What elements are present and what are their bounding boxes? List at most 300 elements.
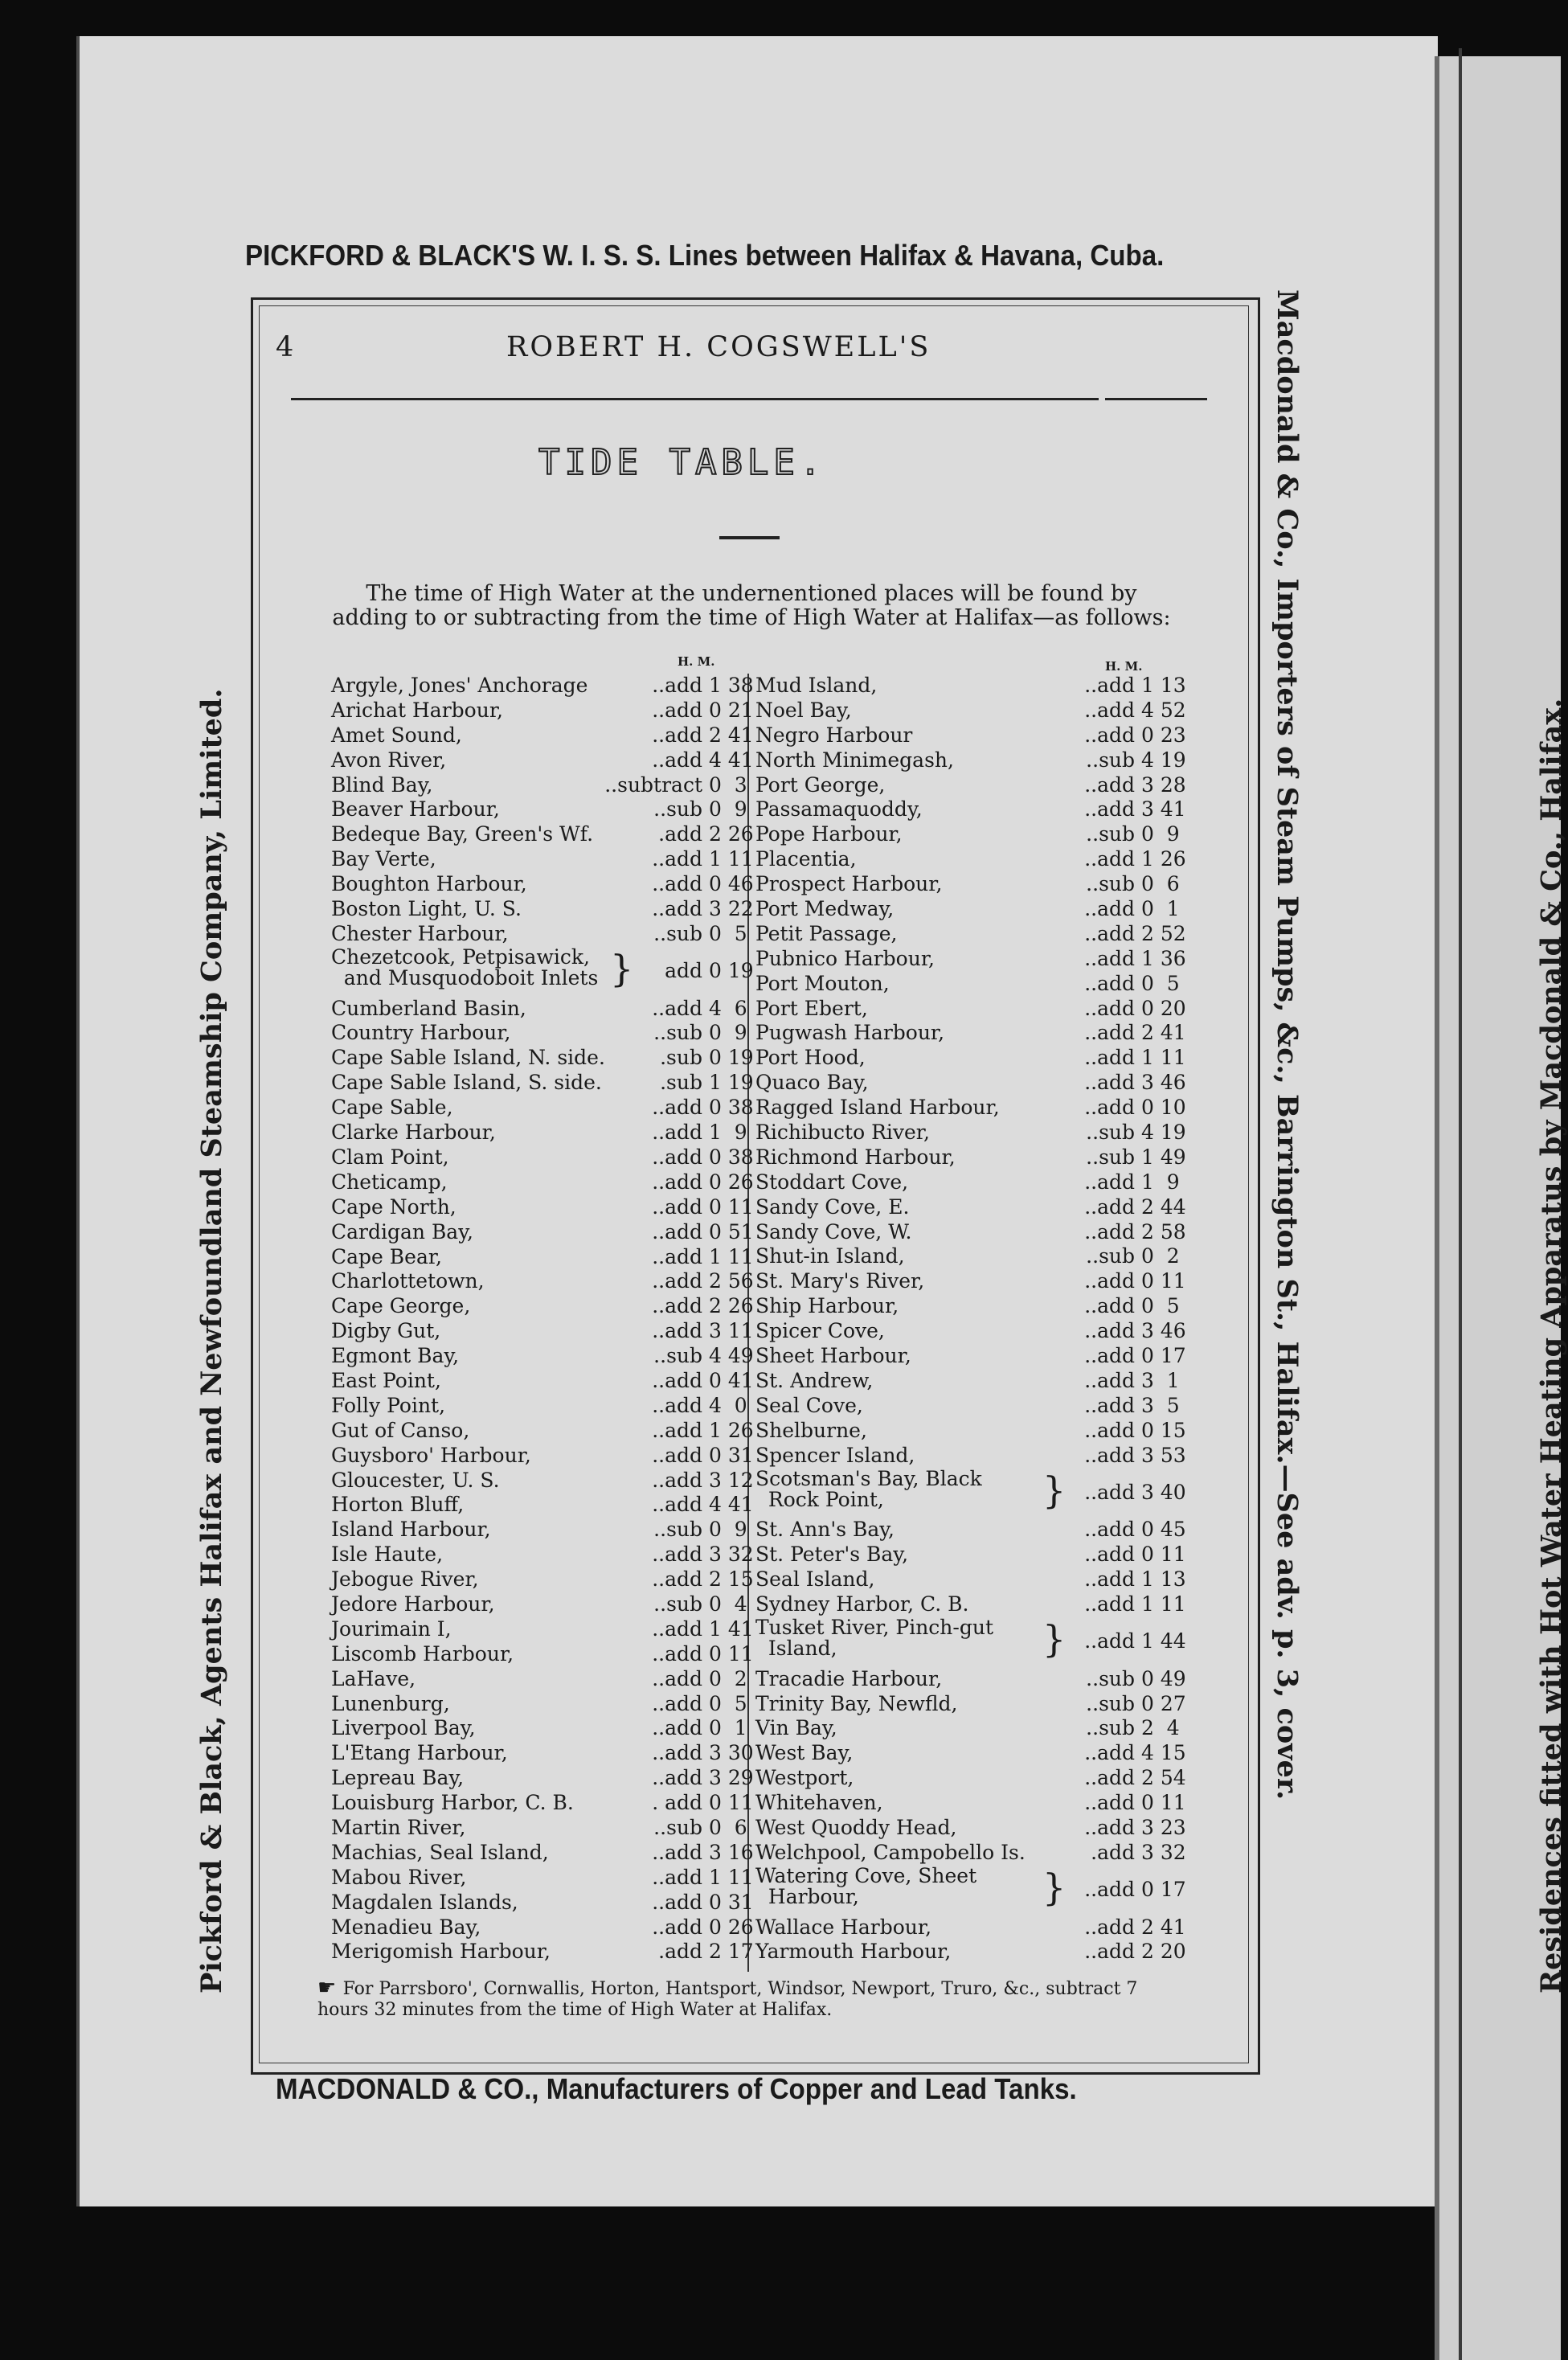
place-name: Gut of Canso, (331, 1418, 470, 1442)
operation: ..add (1084, 1741, 1135, 1765)
place-name: LaHave, (331, 1666, 416, 1690)
left-column (331, 674, 754, 1965)
hours-minutes: 0 21 (709, 698, 754, 722)
place-name: Amet Sound, (331, 723, 462, 747)
hours-minutes: 0 19 (709, 958, 754, 982)
right-column-header: H. M. (1105, 659, 1143, 674)
place-name: Whitehaven, (755, 1791, 883, 1815)
place-name: Cape Sable, (331, 1096, 453, 1120)
hours-minutes: 2 26 (709, 1294, 754, 1318)
operation: ..add (652, 1443, 702, 1467)
table-row (331, 1194, 754, 1220)
hours-minutes: 3 11 (709, 1319, 754, 1343)
place-name: Seal Island, (755, 1567, 875, 1592)
operation: ..add (1084, 1393, 1135, 1417)
place-name: L'Etang Harbour, (331, 1741, 508, 1765)
operation: ..sub (1086, 1666, 1135, 1690)
table-row (755, 772, 1186, 798)
operation: ..add (652, 1616, 702, 1641)
left-margin-advert: Pickford & Black, Agents Halifax and Newfoundland Steamship Company, Limited. (195, 688, 228, 1993)
hours-minutes: 0 17 (1141, 1344, 1186, 1368)
hours-minutes: 0 6 (1141, 872, 1180, 896)
table-row (331, 1096, 754, 1121)
place-name: Merigomish Harbour, (331, 1940, 551, 1964)
place-name: Westport, (755, 1766, 854, 1790)
operation: ..add (1084, 1480, 1135, 1504)
table-row (755, 971, 1180, 997)
operation: add (665, 958, 702, 982)
operation: ..add (1084, 1194, 1135, 1219)
operation: ..add (1084, 1443, 1135, 1467)
place-name: Shut-in Island, (755, 1244, 905, 1268)
table-row (331, 944, 754, 997)
table-row (331, 1641, 754, 1667)
table-row (755, 1816, 1186, 1841)
hours-minutes: 3 22 (709, 897, 754, 921)
operation: ..add (652, 996, 702, 1020)
operation: .add (1091, 1840, 1135, 1864)
hours-minutes: 4 15 (1141, 1741, 1186, 1765)
hours-minutes: 4 41 (709, 1493, 754, 1517)
operation: ..add (652, 1840, 702, 1864)
operation: ..add (652, 1269, 702, 1293)
table-row (331, 1443, 754, 1469)
hours-minutes: 0 2 (709, 1666, 747, 1690)
operation: ..add (1084, 1319, 1135, 1343)
table-row (331, 723, 754, 748)
hours-minutes: 3 29 (709, 1766, 754, 1790)
table-row (755, 1716, 1180, 1741)
operation: ..add (652, 1145, 702, 1169)
operation: ..sub (1086, 1691, 1135, 1715)
operation: ..add (652, 897, 702, 921)
hours-minutes: 0 23 (1141, 723, 1186, 747)
table-row (331, 1592, 749, 1617)
hours-minutes: 2 15 (709, 1567, 754, 1592)
hours-minutes: 1 11 (1141, 1046, 1186, 1070)
operation: ..sub (653, 1021, 702, 1045)
place-name: Chezetcook, Petpisawick, and Musquodoboit Inlets (331, 944, 599, 989)
hours-minutes: 1 11 (709, 1244, 754, 1268)
operation: ..add (1084, 921, 1135, 945)
operation: ..add (652, 1915, 702, 1939)
place-name: Port George, (755, 772, 886, 797)
footer-banner: MACDONALD & CO., Manufacturers of Copper and Lead Tanks. (276, 2072, 1077, 2105)
operation: ..add (652, 723, 702, 747)
operation: ..add (652, 1319, 702, 1343)
hours-minutes: 0 26 (709, 1915, 754, 1939)
place-name: St. Peter's Bay, (755, 1543, 909, 1567)
operation: ..add (652, 1766, 702, 1790)
place-name: Yarmouth Harbour, (755, 1940, 952, 1964)
place-name-continued: Harbour, (755, 1884, 859, 1908)
hours-minutes: 3 46 (1141, 1319, 1186, 1343)
place-name: Port Ebert, (755, 996, 868, 1020)
hours-minutes: 4 19 (1141, 1121, 1186, 1145)
operation: ..add (1084, 1344, 1135, 1368)
operation: ..add (652, 1219, 702, 1244)
table-row (755, 1269, 1186, 1294)
hours-minutes: 0 11 (709, 1641, 754, 1666)
table-row (331, 847, 754, 872)
operation: ..add (1084, 1543, 1135, 1567)
hours-minutes: 4 41 (709, 748, 754, 772)
table-row (331, 1368, 754, 1394)
table-row (755, 897, 1180, 922)
place-name: Richmond Harbour, (755, 1145, 956, 1169)
hours-minutes: 1 41 (709, 1616, 754, 1641)
table-row (755, 723, 1186, 748)
operation: ..add (652, 1543, 702, 1567)
hours-minutes: 4 52 (1141, 698, 1186, 722)
place-name: Cape North, (331, 1194, 456, 1219)
place-name: Richibucto River, (755, 1121, 930, 1145)
place-name: Island Harbour, (331, 1518, 491, 1542)
table-row (755, 1071, 1186, 1096)
hours-minutes: 1 26 (1141, 847, 1186, 871)
table-row (755, 946, 1186, 972)
table-row (755, 1791, 1186, 1816)
header-rule (291, 398, 1099, 400)
hours-minutes: 1 9 (1141, 1170, 1180, 1194)
operation: ..add (652, 1468, 702, 1492)
hours-minutes: 0 15 (1141, 1418, 1186, 1442)
place-name: Shelburne, (755, 1418, 867, 1442)
place-name: Sandy Cove, W. (755, 1219, 912, 1244)
hours-minutes: 0 26 (709, 1170, 754, 1194)
place-name: Arichat Harbour, (331, 698, 503, 722)
hours-minutes: 0 20 (1141, 996, 1186, 1020)
table-row (755, 1244, 1180, 1269)
place-name-continued: Rock Point, (755, 1487, 884, 1511)
table-row (331, 674, 754, 699)
place-name: Liscomb Harbour, (331, 1641, 514, 1666)
table-row (331, 1543, 754, 1567)
place-name: St. Mary's River, (755, 1269, 925, 1293)
operation: ..sub (653, 1592, 702, 1616)
hours-minutes: 0 11 (1141, 1543, 1186, 1567)
place-name: Menadieu Bay, (331, 1915, 481, 1939)
table-row (331, 1840, 754, 1866)
operation: ..add (652, 1244, 702, 1268)
operation: ..sub (1086, 1121, 1135, 1145)
place-name: Avon River, (331, 748, 447, 772)
hours-minutes: 0 9 (709, 1021, 747, 1045)
table-row (755, 1219, 1186, 1245)
table-row (755, 1443, 1186, 1469)
hours-minutes: 0 19 (709, 1046, 754, 1070)
table-row (755, 822, 1180, 847)
operation: ..add (1084, 971, 1135, 995)
operation: .sub (660, 1071, 702, 1095)
hours-minutes: 2 58 (1141, 1219, 1186, 1244)
hours-minutes: 3 12 (709, 1468, 754, 1492)
operation: ..add (1084, 1046, 1135, 1070)
place-name: Trinity Bay, Newfld, (755, 1691, 958, 1715)
place-name-continued: and Musquodoboit Inlets (331, 965, 599, 989)
hours-minutes: 1 9 (709, 1121, 747, 1145)
place-name-continued: Island, (755, 1636, 837, 1660)
table-row (331, 1865, 754, 1891)
hours-minutes: 0 38 (709, 1096, 754, 1120)
hours-minutes: 0 45 (1141, 1518, 1186, 1542)
page-number: 4 (276, 331, 294, 363)
hours-minutes: 3 53 (1141, 1443, 1186, 1467)
table-row (755, 1466, 1186, 1518)
hours-minutes: 2 17 (709, 1940, 754, 1964)
place-name: Port Mouton, (755, 971, 890, 995)
hours-minutes: 0 1 (709, 1716, 747, 1740)
operation: ..add (1084, 1915, 1135, 1939)
table-row (755, 872, 1180, 897)
table-row (331, 1791, 754, 1816)
operation: ..add (652, 1170, 702, 1194)
place-name: Sheet Harbour, (755, 1344, 911, 1368)
hours-minutes: 3 28 (1141, 772, 1186, 797)
hours-minutes: 2 20 (1141, 1940, 1186, 1964)
table-row (331, 1269, 754, 1294)
operation: ..add (1084, 1269, 1135, 1293)
hours-minutes: 0 11 (1141, 1269, 1186, 1293)
table-row (331, 1294, 754, 1319)
hours-minutes: 3 5 (1141, 1393, 1180, 1417)
right-margin-advert: Macdonald & Co., Importers of Steam Pumps, &c., Barrington St., Halifax.—See adv. p. 3, cover. (1271, 289, 1304, 1801)
operation: ..add (1084, 1219, 1135, 1244)
operation: ..add (652, 1716, 702, 1740)
table-row (755, 1863, 1186, 1915)
place-name: Ragged Island Harbour, (755, 1096, 1000, 1120)
hours-minutes: 4 6 (709, 996, 747, 1020)
place-name: Argyle, Jones' Anchorage (331, 674, 588, 697)
operation: ..sub (653, 1518, 702, 1542)
hours-minutes: 0 9 (709, 797, 747, 821)
table-row (755, 1543, 1186, 1567)
table-row (755, 996, 1186, 1022)
operation: ..sub (1086, 1716, 1135, 1740)
table-row (755, 674, 1186, 699)
table-row (755, 1567, 1186, 1592)
place-name: Gloucester, U. S. (331, 1468, 500, 1492)
operation: ..subtract (604, 772, 702, 797)
operation: ..sub (1086, 1244, 1135, 1268)
hours-minutes: 0 38 (709, 1145, 754, 1169)
header-rule-short (1105, 398, 1207, 400)
place-name: Beaver Harbour, (331, 797, 500, 821)
place-name: Boughton Harbour, (331, 872, 527, 896)
place-name: Mabou River, (331, 1865, 467, 1889)
place-name: Watering Cove, Sheet Harbour, (755, 1863, 977, 1908)
table-row (755, 698, 1186, 723)
table-row (331, 1244, 754, 1270)
operation: ..add (652, 1493, 702, 1517)
place-name: Boston Light, U. S. (331, 897, 522, 921)
table-row (331, 797, 749, 822)
operation: ..sub (653, 1815, 702, 1839)
operation: ..add (1084, 698, 1135, 722)
operation: ..add (1084, 1096, 1135, 1120)
place-name: Pope Harbour, (755, 822, 903, 846)
operation: ..add (1084, 797, 1135, 821)
operation: ..add (1084, 674, 1135, 697)
table-row (755, 1615, 1186, 1667)
hours-minutes: 0 9 (709, 1518, 747, 1542)
place-name: Pugwash Harbour, (755, 1021, 945, 1045)
place-name: Welchpool, Campobello Is. (755, 1840, 1026, 1864)
running-head: ROBERT H. COGSWELL'S (506, 331, 931, 363)
intro-text: The time of High Water at the undernentioned places will be found by adding to or subtracting from the time of High Water at Halifax—as follows: (332, 581, 1171, 630)
place-name: Spencer Island, (755, 1443, 915, 1467)
place-name: Spicer Cove, (755, 1319, 885, 1343)
place-name: West Bay, (755, 1741, 854, 1765)
title-rule (719, 536, 780, 539)
hours-minutes: 1 11 (709, 1865, 754, 1889)
operation: ..add (652, 748, 702, 772)
hours-minutes: 3 16 (709, 1840, 754, 1864)
operation: ..add (1084, 1021, 1135, 1045)
place-name: Egmont Bay, (331, 1344, 460, 1368)
hours-minutes: 0 5 (709, 921, 747, 945)
hours-minutes: 2 4 (1141, 1716, 1180, 1740)
table-row (331, 1344, 754, 1369)
table-row (755, 847, 1186, 872)
hours-minutes: 0 49 (1141, 1666, 1186, 1690)
operation: ..sub (653, 921, 702, 945)
page-fold-line (1459, 48, 1462, 2360)
place-name: Clarke Harbour, (331, 1121, 496, 1145)
brace-symbol: } (1042, 1468, 1066, 1512)
table-row (331, 1170, 754, 1195)
table-row (755, 748, 1186, 773)
place-name: Negro Harbour (755, 723, 913, 747)
table-row (331, 1915, 754, 1940)
operation: ..add (1084, 847, 1135, 871)
hours-minutes: 2 41 (1141, 1915, 1186, 1939)
footnote (317, 1977, 1169, 2021)
hours-minutes: 2 52 (1141, 921, 1186, 945)
place-name: Port Medway, (755, 897, 895, 921)
table-row (331, 1766, 754, 1791)
place-name: Louisburg Harbor, C. B. (331, 1791, 574, 1815)
hours-minutes: 3 32 (709, 1543, 754, 1567)
place-name: Tracadie Harbour, (755, 1666, 943, 1690)
table-row (331, 1021, 749, 1046)
place-name: Wallace Harbour, (755, 1915, 932, 1939)
hours-minutes: 4 49 (709, 1344, 754, 1368)
table-row (331, 1716, 749, 1741)
hours-minutes: 3 41 (1141, 797, 1186, 821)
operation: ..add (652, 1294, 702, 1318)
table-row (755, 1666, 1186, 1692)
operation: ..sub (1086, 822, 1135, 846)
place-name: Stoddart Cove, (755, 1170, 909, 1194)
table-row (331, 872, 754, 897)
place-name: Cheticamp, (331, 1170, 448, 1194)
operation: ..add (1084, 723, 1135, 747)
table-row (331, 1816, 749, 1841)
hours-minutes: 0 31 (709, 1890, 754, 1914)
operation: .add (658, 822, 702, 846)
operation: ..add (652, 1691, 702, 1715)
operation: ..sub (653, 1344, 702, 1368)
place-name: Mud Island, (755, 674, 878, 697)
hours-minutes: 2 41 (1141, 1021, 1186, 1045)
table-row (755, 1121, 1186, 1145)
place-name: Cardigan Bay, (331, 1219, 473, 1244)
place-name: Cape Sable Island, S. side. (331, 1071, 602, 1095)
hours-minutes: 4 0 (709, 1393, 747, 1417)
table-row (331, 897, 754, 922)
right-edge-advert: Residences fitted with Hot Water Heating Apparatus by Macdonald & Co., Halifax. (1535, 698, 1568, 1993)
operation: ..add (1084, 1170, 1135, 1194)
operation: ..add (652, 1865, 702, 1889)
hours-minutes: 0 11 (709, 1194, 754, 1219)
table-row (755, 1368, 1180, 1394)
place-name: Port Hood, (755, 1046, 866, 1070)
operation: .sub (660, 1046, 702, 1070)
table-row (755, 1021, 1186, 1046)
table-row (755, 1194, 1186, 1220)
brace-symbol: } (1042, 1865, 1066, 1909)
place-name: Jebogue River, (331, 1567, 479, 1592)
hours-minutes: 3 30 (709, 1741, 754, 1765)
hours-minutes: 0 6 (709, 1815, 747, 1839)
hours-minutes: 1 36 (1141, 946, 1186, 970)
place-name: St. Ann's Bay, (755, 1518, 895, 1542)
operation: ..add (1084, 1816, 1135, 1839)
place-name: Sydney Harbor, C. B. (755, 1592, 969, 1616)
table-row (331, 1692, 749, 1717)
operation: ..sub (1086, 1145, 1135, 1169)
place-name: West Quoddy Head, (755, 1816, 957, 1839)
place-name: Horton Bluff, (331, 1493, 465, 1517)
operation: ..sub (1086, 748, 1135, 772)
place-name: Noel Bay, (755, 698, 852, 722)
place-name: Tusket River, Pinch-gut Island, (755, 1615, 993, 1660)
table-row (331, 1518, 749, 1543)
place-name: Isle Haute, (331, 1543, 444, 1567)
operation: .add (658, 1940, 702, 1964)
operation: ..add (1084, 1940, 1135, 1964)
hours-minutes: 2 56 (709, 1269, 754, 1293)
hours-minutes: 0 5 (709, 1691, 747, 1715)
hours-minutes: 2 26 (709, 822, 754, 846)
operation: ..add (652, 1393, 702, 1417)
header-banner: PICKFORD & BLACK'S W. I. S. S. Lines between Halifax & Havana, Cuba. (245, 239, 1165, 272)
table-row (755, 1691, 1186, 1717)
operation: ..add (1084, 1418, 1135, 1442)
operation: ..add (1084, 1791, 1135, 1815)
hours-minutes: 0 5 (1141, 971, 1180, 995)
table-row (755, 1319, 1186, 1344)
operation: ..add (652, 1121, 702, 1145)
place-name: Scotsman's Bay, Black Rock Point, (755, 1466, 982, 1511)
operation: ..add (652, 698, 702, 722)
operation: ..add (1084, 897, 1135, 921)
operation: ..add (652, 1666, 702, 1690)
place-name: Seal Cove, (755, 1393, 863, 1417)
hours-minutes: 0 11 (1141, 1791, 1186, 1815)
table-row (331, 1121, 749, 1145)
place-name: Pubnico Harbour, (755, 946, 935, 970)
place-name: Ship Harbour, (755, 1294, 899, 1318)
hours-minutes: 0 4 (709, 1592, 747, 1616)
place-name: Bedeque Bay, Green's Wf. (331, 822, 594, 846)
table-row (331, 1940, 754, 1965)
table-row (755, 1046, 1186, 1071)
operation: ..add (1084, 1592, 1135, 1616)
operation: ..add (652, 1418, 702, 1442)
table-row (755, 921, 1186, 947)
